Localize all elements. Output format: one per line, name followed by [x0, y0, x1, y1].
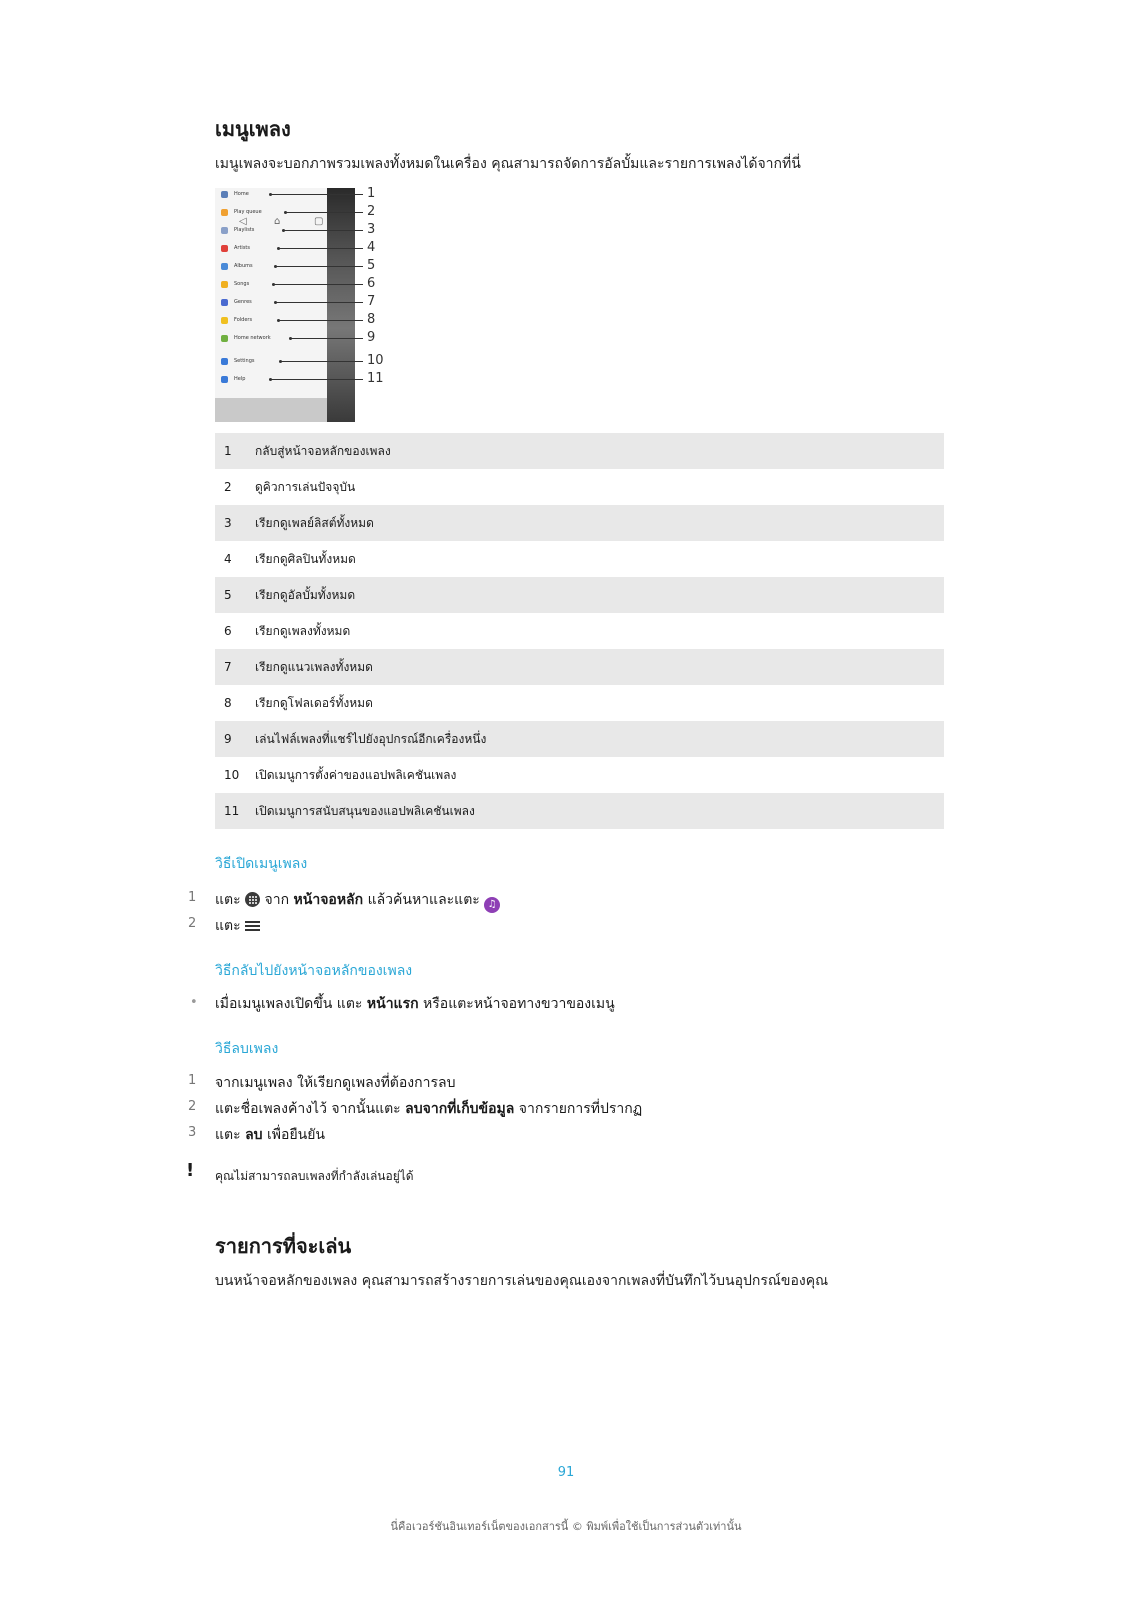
callout-number: 1	[367, 186, 376, 201]
folder-icon	[221, 317, 228, 324]
legend-text: เรียกดูเพลย์ลิสต์ทั้งหมด	[255, 516, 374, 530]
step-text: แตะ	[215, 1127, 241, 1143]
callout-number: 10	[367, 353, 384, 368]
network-icon	[221, 335, 228, 342]
legend-row	[215, 541, 944, 577]
legend-row	[215, 757, 944, 793]
section-intro: บนหน้าจอหลักของเพลง คุณสามารถสร้างรายการเล่นของคุณเองจากเพลงที่บันทึกไว้บนอุปกรณ์ของคุณ	[215, 1273, 829, 1289]
drawer-item-label: Home	[234, 191, 249, 197]
genre-icon	[221, 299, 228, 306]
callout-number: 11	[367, 371, 384, 386]
artist-icon	[221, 245, 228, 252]
section-title-music-menu: เมนูเพลง	[215, 117, 291, 141]
system-nav-bar	[215, 398, 327, 422]
callout-number: 9	[367, 330, 376, 345]
playlist-icon	[221, 227, 228, 234]
drawer-item-label: Settings	[234, 358, 255, 364]
heading-back-home: วิธีกลับไปยังหน้าจอหลักของเพลง	[215, 963, 413, 979]
callout-number: 3	[367, 222, 376, 237]
legend-text: เล่นไฟล์เพลงที่แชร์ไปยังอุปกรณ์อีกเครื่องหนึ่ง	[255, 732, 487, 746]
legend-row	[215, 469, 944, 505]
drawer-item-label: Songs	[234, 281, 250, 287]
callout-line	[283, 230, 364, 231]
step-number: 2	[188, 916, 197, 931]
legend-number: 9	[224, 732, 232, 746]
legend-text: เรียกดูเพลงทั้งหมด	[255, 624, 351, 638]
step-text: แล้วค้นหาและแตะ	[367, 892, 480, 908]
callout-number: 7	[367, 294, 376, 309]
legend-text: กลับสู่หน้าจอหลักของเพลง	[255, 444, 391, 458]
legend-text: เปิดเมนูการสนับสนุนของแอปพลิเคชันเพลง	[255, 804, 475, 818]
legend-row	[215, 577, 944, 613]
callout-line	[270, 194, 363, 195]
heading-open-menu: วิธีเปิดเมนูเพลง	[215, 856, 308, 872]
step-number: 1	[188, 890, 197, 905]
callout-line	[280, 361, 363, 362]
step-text: หรือแตะหน้าจอทางขวาของเมนู	[423, 996, 615, 1012]
legend-number: 11	[224, 804, 240, 818]
step-bold-text: ลบจากที่เก็บข้อมูล	[405, 1101, 515, 1117]
legend-text: เรียกดูอัลบั้มทั้งหมด	[255, 588, 356, 602]
callout-line	[270, 379, 363, 380]
legend-number: 10	[224, 768, 240, 782]
drawer-item-label: Genres	[234, 299, 252, 305]
section-intro: เมนูเพลงจะบอกภาพรวมเพลงทั้งหมดในเครื่อง คุณสามารถจัดการอัลบั้มและรายการเพลงได้จากที่นี่	[215, 156, 801, 172]
legend-text: เปิดเมนูการตั้งค่าของแอปพลิเคชันเพลง	[255, 768, 457, 782]
music-app-icon: ♫	[484, 897, 500, 913]
legend-row	[215, 649, 944, 685]
step-open-menu-2	[215, 915, 260, 937]
step-text: จาก	[264, 892, 290, 908]
legend-row	[215, 721, 944, 757]
drawer-item-label: Playlists	[234, 227, 255, 233]
home-nav-icon: ⌂	[274, 216, 281, 227]
apps-icon	[245, 892, 260, 907]
callout-line	[275, 266, 363, 267]
recents-icon: ▢	[314, 216, 324, 227]
legend-number: 2	[224, 480, 232, 494]
callout-number: 5	[367, 258, 376, 273]
legend-text: ดูคิวการเล่นปัจจุบัน	[255, 480, 356, 494]
legend-number: 3	[224, 516, 232, 530]
drawer-item-label: Folders	[234, 317, 253, 323]
drawer-item-label: Home network	[234, 335, 271, 341]
footer-text: นี่คือเวอร์ชันอินเทอร์เน็ตของเอกสารนี้ © พิมพ์เพื่อใช้เป็นการส่วนตัวเท่านั้น	[390, 1520, 742, 1533]
step-bold-text: หน้าแรก	[366, 996, 419, 1012]
menu-icon	[245, 920, 260, 931]
callout-line	[273, 284, 364, 285]
callout-number: 2	[367, 204, 376, 219]
legend-number: 6	[224, 624, 232, 638]
queue-icon	[221, 209, 228, 216]
step-number: 1	[188, 1073, 197, 1088]
bullet-mark: •	[190, 995, 198, 1010]
callout-number: 6	[367, 276, 376, 291]
home-icon	[221, 191, 228, 198]
step-text: เมื่อเมนูเพลงเปิดขึ้น แตะ	[215, 996, 363, 1012]
page-number: 91	[557, 1465, 575, 1480]
legend-row	[215, 433, 944, 469]
legend-number: 4	[224, 552, 232, 566]
step-delete-3	[215, 1124, 325, 1146]
drawer-item-label: Play queue	[234, 209, 262, 215]
song-icon	[221, 281, 228, 288]
heading-delete-song: วิธีลบเพลง	[215, 1041, 279, 1057]
legend-text: เรียกดูแนวเพลงทั้งหมด	[255, 660, 373, 674]
content-area	[327, 188, 355, 422]
album-icon	[221, 263, 228, 270]
legend-number: 8	[224, 696, 232, 710]
step-open-menu-1	[215, 889, 500, 913]
note-text: คุณไม่สามารถลบเพลงที่กำลังเล่นอยู่ได้	[215, 1169, 414, 1183]
drawer-item-label: Albums	[234, 263, 253, 269]
step-text: เพื่อยืนยัน	[267, 1127, 325, 1143]
callout-line	[285, 212, 363, 213]
legend-row	[215, 505, 944, 541]
legend-text: เรียกดูศิลปินทั้งหมด	[255, 552, 356, 566]
step-bold-text: หน้าจอหลัก	[293, 892, 364, 908]
drawer-item-label: Help	[234, 376, 246, 382]
step-bold-text: ลบ	[245, 1127, 263, 1143]
warning-icon: !	[186, 1160, 195, 1181]
section-title-playlists: รายการที่จะเล่น	[215, 1234, 352, 1258]
help-icon	[221, 376, 228, 383]
step-delete-2	[215, 1098, 642, 1120]
callout-line	[278, 248, 364, 249]
step-text: จากรายการที่ปรากฏ	[518, 1101, 643, 1117]
callout-number: 8	[367, 312, 376, 327]
step-number: 3	[188, 1125, 197, 1140]
back-icon: ◁	[239, 216, 247, 227]
step-back-home	[215, 993, 615, 1015]
legend-number: 1	[224, 444, 232, 458]
step-text: แตะ	[215, 918, 241, 934]
callout-line	[275, 302, 363, 303]
legend-number: 7	[224, 660, 232, 674]
callout-number: 4	[367, 240, 376, 255]
legend-number: 5	[224, 588, 232, 602]
legend-row	[215, 685, 944, 721]
step-delete-1: จากเมนูเพลง ให้เรียกดูเพลงที่ต้องการลบ	[215, 1075, 456, 1091]
settings-icon	[221, 358, 228, 365]
step-text: แตะชื่อเพลงค้างไว้ จากนั้นแตะ	[215, 1101, 401, 1117]
callout-line	[278, 320, 364, 321]
legend-row	[215, 793, 944, 829]
legend-text: เรียกดูโฟลเดอร์ทั้งหมด	[255, 696, 373, 710]
drawer-item-label: Artists	[234, 245, 250, 251]
step-text: แตะ	[215, 892, 241, 908]
legend-row	[215, 613, 944, 649]
callout-line	[290, 338, 363, 339]
step-number: 2	[188, 1099, 197, 1114]
